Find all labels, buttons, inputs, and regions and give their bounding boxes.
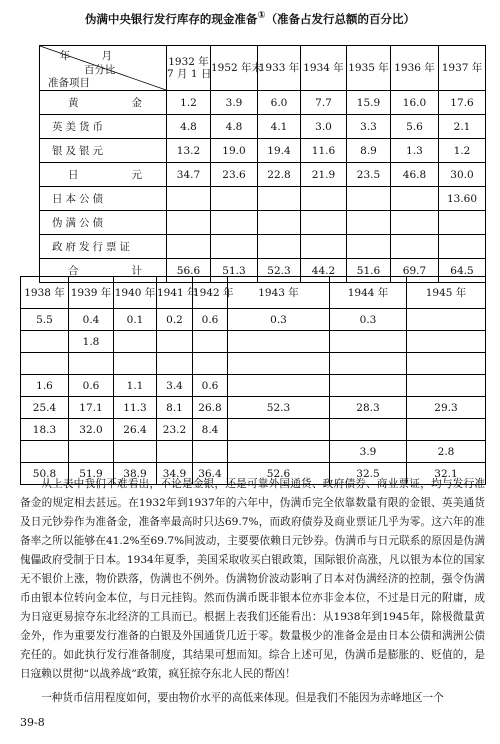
table-cell: 2.8 — [407, 441, 486, 463]
table-cell — [391, 211, 439, 235]
table-row — [21, 375, 486, 397]
table-cell — [407, 419, 486, 441]
table-cell — [347, 211, 391, 235]
table-cell — [114, 441, 157, 463]
table-cell — [193, 331, 228, 353]
table-cell: 21.9 — [301, 163, 347, 187]
row-label-part: 合 — [68, 265, 79, 277]
year-label — [439, 62, 485, 74]
table-cell: 50.8 — [21, 463, 69, 485]
table-cell — [330, 375, 407, 397]
table-cell — [69, 353, 114, 375]
table-cell: 1.2 — [439, 139, 486, 163]
table-cell: 69.7 — [391, 259, 439, 283]
table-cell — [391, 235, 439, 259]
table-row — [40, 211, 486, 235]
year-header: 1945 年 — [407, 277, 486, 309]
table-cell: 64.5 — [439, 259, 486, 283]
year-header — [301, 46, 347, 91]
table-cell: 6.0 — [258, 91, 301, 115]
table-cell: 23.5 — [347, 163, 391, 187]
table-cell — [301, 235, 347, 259]
table-cell — [167, 235, 211, 259]
table-cell: 0.3 — [330, 309, 407, 331]
table-cell: 1.3 — [391, 139, 439, 163]
row-label-text: 日本公债 — [52, 193, 106, 205]
year-header — [391, 46, 439, 91]
row-label — [40, 115, 167, 139]
table-cell: 11.6 — [301, 139, 347, 163]
table-cell: 46.8 — [391, 163, 439, 187]
table-cell: 0.6 — [193, 375, 228, 397]
table-cell — [167, 187, 211, 211]
table-cell: 1.1 — [114, 375, 157, 397]
header-corner — [40, 46, 166, 90]
reserve-table-1932-1937 — [39, 45, 486, 283]
table-cell: 23.2 — [157, 419, 193, 441]
row-label-part: 金 — [131, 97, 142, 109]
table-cell: 2.1 — [439, 115, 486, 139]
year-header: 1944 年 — [330, 277, 407, 309]
year-header — [167, 46, 211, 91]
table-row — [40, 187, 486, 211]
table-cell: 4.8 — [211, 115, 258, 139]
table-cell — [193, 441, 228, 463]
reserve-table-1938-1945 — [20, 276, 486, 485]
table-cell: 32.1 — [407, 463, 486, 485]
table-row — [21, 441, 486, 463]
table-cell: 44.2 — [301, 259, 347, 283]
year-label — [347, 62, 390, 74]
table-cell: 3.0 — [301, 115, 347, 139]
page-number: 39-8 — [20, 716, 45, 729]
year-header — [258, 46, 301, 91]
row-label-text — [52, 95, 166, 110]
table-cell — [330, 353, 407, 375]
table-cell — [407, 309, 486, 331]
year-label — [258, 62, 300, 74]
row-label — [40, 139, 167, 163]
year-label-line: 1933 年 — [258, 62, 300, 74]
table-cell: 8.4 — [193, 419, 228, 441]
table-cell: 0.6 — [69, 375, 114, 397]
table-cell: 51.9 — [69, 463, 114, 485]
table-cell — [211, 211, 258, 235]
year-label — [301, 62, 346, 74]
table-cell: 5.6 — [391, 115, 439, 139]
year-label — [167, 56, 210, 80]
table-cell: 17.6 — [439, 91, 486, 115]
table-cell: 23.6 — [211, 163, 258, 187]
table-cell — [407, 331, 486, 353]
year-header — [439, 46, 486, 91]
table-cell: 26.4 — [114, 419, 157, 441]
year-label-line: 1952 年末 — [211, 62, 263, 74]
year-header: 1941 年 — [157, 277, 193, 309]
table-cell: 52.6 — [228, 463, 330, 485]
corner-label-middle: 百分比 — [84, 64, 116, 76]
row-label-text: 伪满公债 — [52, 217, 106, 229]
table-cell — [157, 331, 193, 353]
year-label-line: 1932 年 — [168, 56, 209, 68]
table-cell — [193, 353, 228, 375]
table-cell — [258, 211, 301, 235]
row-label-part: 日 — [68, 169, 79, 181]
table-row — [40, 91, 486, 115]
table-cell — [228, 419, 330, 441]
table-cell — [211, 187, 258, 211]
table-cell: 15.9 — [347, 91, 391, 115]
table-cell — [439, 211, 486, 235]
table-cell: 7.7 — [301, 91, 347, 115]
row-label — [40, 91, 167, 115]
table-cell: 38.9 — [114, 463, 157, 485]
table-cell: 5.5 — [21, 309, 69, 331]
table-cell — [114, 331, 157, 353]
title-note: （准备占发行总额的百分比） — [265, 11, 416, 26]
table-cell — [347, 235, 391, 259]
row-label-text — [52, 167, 166, 182]
table-cell: 34.7 — [167, 163, 211, 187]
year-header — [347, 46, 391, 91]
footnote-mark: ① — [257, 10, 266, 21]
table-cell: 30.0 — [439, 163, 486, 187]
table-cell: 3.4 — [157, 375, 193, 397]
table-cell — [258, 235, 301, 259]
table-cell: 1.2 — [167, 91, 211, 115]
table-row — [40, 235, 486, 259]
table-cell: 16.0 — [391, 91, 439, 115]
row-label — [40, 163, 167, 187]
table-cell — [391, 187, 439, 211]
table-cell — [157, 353, 193, 375]
table-row — [21, 353, 486, 375]
table-cell: 36.4 — [193, 463, 228, 485]
table-cell: 18.3 — [21, 419, 69, 441]
table-row — [21, 419, 486, 441]
row-label-part: 元 — [131, 169, 142, 181]
table-cell: 0.2 — [157, 309, 193, 331]
table-cell: 11.3 — [114, 397, 157, 419]
table-cell — [228, 375, 330, 397]
row-label — [40, 211, 167, 235]
table-cell: 32.0 — [69, 419, 114, 441]
table-cell: 34.9 — [157, 463, 193, 485]
body-paragraph-2: 一种货币信用程度如何，要由物价水平的高低来体现。但是我们不能因为赤峰地区一个 — [41, 692, 444, 704]
year-label-line: 1936 年 — [394, 62, 435, 74]
body-paragraph-1: 从上表中我们不难看出，不论是金银，还是可靠外国通货、政府债券、商业票证，均与发行准备金的规定相去甚远。在1932年到1937年的六年中，伪满币完全依靠数量有限的金银、英美通货及日元钞券作为准备金，准备率最高时只达69.7%，而政府债券及商业票证几乎为零。这六年的准备率之所以能够在41.2%至69.7%间波动，主要要依赖日元钞券。伪满币与日元联系的原因是伪满傀儡政府受制于日本。1934年夏季，美国采取收买白银政策，国际银价高涨，凡以银为本位的国家无不银价上涨，物价跌落，伪满也不例外。伪满物价波动影响了日本对伪满经济的控制，强令伪满币由银本位转向金本位，与日元挂钩。然而伪满币既非银本位亦非金本位，不过是日元的附庸，成为日寇更易掠夺东北经济的工具而已。根据上表我们还能看出：从1938年到1945年，除极微量黄金外，作为重要发行准备的白银及外国通货几近于零。数量极少的准备金是由日本公债和满洲公债充任的。如此执行发行准备制度，其结果可想而知。综合上述可见，伪满币是膨胀的、贬值的，是日寇赖以贯彻“以战养战”政策，疯狂掠夺东北人民的帮凶！ — [20, 478, 485, 680]
year-header: 1943 年 — [228, 277, 330, 309]
year-label-line: 1935 年 — [348, 62, 389, 74]
corner-label-bottom: 准备项目 — [48, 77, 90, 89]
table-cell: 1.8 — [69, 331, 114, 353]
row-label-part: 黄 — [68, 97, 79, 109]
table-row — [21, 309, 486, 331]
table-cell: 28.3 — [330, 397, 407, 419]
table-cell: 51.6 — [347, 259, 391, 283]
table-cell: 3.9 — [211, 91, 258, 115]
table-cell — [21, 331, 69, 353]
table-cell — [157, 441, 193, 463]
table-cell — [301, 211, 347, 235]
row-label-part: 计 — [131, 265, 142, 277]
table-cell: 13.60 — [439, 187, 486, 211]
table-cell: 56.6 — [167, 259, 211, 283]
table-row — [40, 139, 486, 163]
table-cell: 17.1 — [69, 397, 114, 419]
table-cell — [228, 331, 330, 353]
table-cell: 29.3 — [407, 397, 486, 419]
table2-header-row — [21, 277, 486, 309]
row-label — [40, 235, 167, 259]
table-cell: 0.6 — [193, 309, 228, 331]
table-cell — [211, 235, 258, 259]
table-cell: 32.5 — [330, 463, 407, 485]
table-cell — [114, 353, 157, 375]
table-cell — [301, 187, 347, 211]
table-cell: 0.1 — [114, 309, 157, 331]
year-label-line: 1934 年 — [303, 62, 344, 74]
table-cell — [167, 211, 211, 235]
table-cell: 8.1 — [157, 397, 193, 419]
table-cell: 19.4 — [258, 139, 301, 163]
table-cell — [21, 353, 69, 375]
table1-header-row — [40, 46, 486, 91]
table-row — [21, 397, 486, 419]
table-cell — [347, 187, 391, 211]
corner-label-top: 年 月 — [59, 50, 126, 62]
year-label-line: 1937 年 — [441, 62, 483, 74]
table-cell: 25.4 — [21, 397, 69, 419]
table-cell: 19.0 — [211, 139, 258, 163]
year-label — [211, 62, 263, 74]
table-cell: 0.4 — [69, 309, 114, 331]
table-cell — [439, 235, 486, 259]
table-cell — [258, 187, 301, 211]
table-cell: 22.8 — [258, 163, 301, 187]
year-header: 1938 年 — [21, 277, 69, 309]
table-cell — [228, 353, 330, 375]
table-cell — [21, 441, 69, 463]
table-cell: 4.8 — [167, 115, 211, 139]
title-text: 伪满中央银行发行库存的现金准备 — [84, 11, 258, 26]
table-title — [0, 10, 500, 27]
table-cell: 0.3 — [228, 309, 330, 331]
row-label — [40, 187, 167, 211]
row-label-text: 银及银元 — [52, 145, 106, 157]
table-row — [21, 331, 486, 353]
table-cell: 52.3 — [228, 397, 330, 419]
table-cell: 13.2 — [167, 139, 211, 163]
table-cell — [228, 441, 330, 463]
table-cell: 3.9 — [330, 441, 407, 463]
row-label-text: 英美货币 — [52, 121, 106, 133]
year-header: 1939 年 — [69, 277, 114, 309]
table-cell — [407, 375, 486, 397]
header-corner-cell — [40, 46, 167, 91]
table-cell: 4.1 — [258, 115, 301, 139]
table-cell — [69, 441, 114, 463]
table-cell: 52.3 — [258, 259, 301, 283]
table-cell: 8.9 — [347, 139, 391, 163]
year-header: 1940 年 — [114, 277, 157, 309]
table-cell: 26.8 — [193, 397, 228, 419]
table-cell — [330, 419, 407, 441]
year-label-line: 7 月 1 日 — [167, 68, 212, 80]
row-label-text: 政府发行票证 — [52, 241, 133, 253]
table-cell: 51.3 — [211, 259, 258, 283]
year-header — [211, 46, 263, 91]
table-cell — [407, 353, 486, 375]
year-label — [391, 62, 438, 74]
table-cell: 3.3 — [347, 115, 391, 139]
table-row — [40, 163, 486, 187]
table-cell: 1.6 — [21, 375, 69, 397]
table-row — [40, 115, 486, 139]
table-cell — [330, 331, 407, 353]
year-header: 1942 年 — [193, 277, 228, 309]
